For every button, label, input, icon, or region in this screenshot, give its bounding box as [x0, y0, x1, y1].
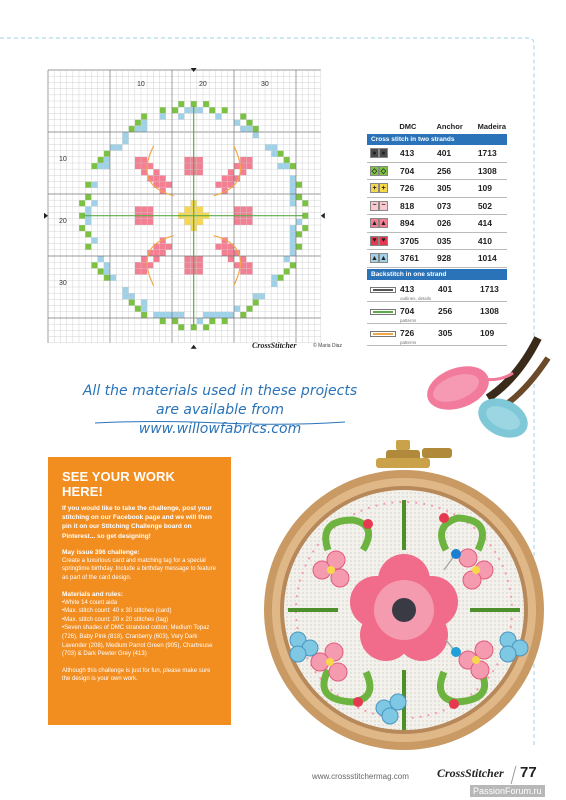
anchor-code: 256 — [436, 165, 452, 176]
backstitch-codes — [400, 306, 510, 316]
chart-stitch-cell — [141, 163, 147, 169]
chart-stitch-cell — [253, 293, 259, 299]
cross-stitch-rows — [367, 145, 507, 268]
chart-stitch-cell — [228, 169, 234, 175]
thread-key-table — [367, 117, 507, 346]
chart-stitch-cell — [172, 318, 178, 324]
chart-stitch-cell — [277, 151, 283, 157]
chart-stitch-cell — [222, 312, 228, 318]
madeira-code: 1308 — [477, 165, 497, 176]
chart-stitch-cell — [135, 262, 141, 268]
madeira-code: 1713 — [480, 283, 499, 294]
key-header-madeira: Madeira — [477, 122, 506, 131]
chart-stitch-cell — [222, 244, 228, 250]
chart-stitch-cell — [184, 107, 190, 113]
chart-stitch-cell — [246, 120, 252, 126]
chart-stitch-cell — [197, 262, 203, 268]
chart-stitch-cell — [141, 126, 147, 132]
chart-stitch-cell — [240, 262, 246, 268]
chart-stitch-cell — [147, 219, 153, 225]
chart-stitch-cell — [79, 200, 85, 206]
chart-stitch-cell — [104, 163, 110, 169]
chart-stitch-cell — [197, 163, 203, 169]
anchor-code: 401 — [438, 283, 453, 294]
backstitch-line-swatch — [370, 331, 396, 337]
chart-stitch-cell — [141, 113, 147, 119]
chart-stitch-cell — [215, 312, 221, 318]
backstitch-line-swatch — [370, 287, 396, 293]
dmc-code: 726 — [400, 327, 415, 338]
symbol-cell: ▲ — [380, 219, 387, 227]
footer-divider — [511, 766, 517, 784]
chart-stitch-cell — [141, 268, 147, 274]
symbol-cell: ▲ — [371, 254, 378, 262]
chart-stitch-cell — [203, 312, 209, 318]
madeira-code: 410 — [477, 235, 493, 246]
chart-stitch-cell — [160, 250, 166, 256]
chart-stitch-cell — [98, 163, 104, 169]
chart-stitch-cell — [222, 318, 228, 324]
chart-stitch-cell — [141, 312, 147, 318]
chart-stitch-cell — [197, 107, 203, 113]
chart-stitch-cell — [246, 157, 252, 163]
chart-stitch-cell — [141, 306, 147, 312]
chart-stitch-cell — [91, 262, 97, 268]
chart-stitch-cell — [284, 163, 290, 169]
chart-stitch-cell — [141, 262, 147, 268]
chart-stitch-cell — [197, 268, 203, 274]
chart-stitch-cell — [129, 126, 135, 132]
chart-stitch-cell — [160, 244, 166, 250]
anchor-code: 305 — [436, 183, 452, 194]
symbol-cell: ● — [379, 148, 388, 158]
chart-stitch-cell — [290, 262, 296, 268]
chart-stitch-cell — [271, 151, 277, 157]
cross-stitch-row — [367, 180, 507, 198]
chart-stitch-cell — [147, 206, 153, 212]
symbol-cell: ▲ — [371, 219, 378, 227]
chart-stitch-cell — [296, 182, 302, 188]
axis-top-20: 20 — [199, 81, 207, 88]
chart-stitch-cell — [240, 219, 246, 225]
chart-stitch-cell — [197, 206, 203, 212]
chart-stitch-cell — [209, 312, 215, 318]
chart-stitch-cell — [203, 101, 209, 107]
materials-note — [75, 382, 365, 439]
madeira-code: 109 — [480, 327, 495, 338]
chart-stitch-cell — [246, 268, 252, 274]
challenge-title: SEE YOUR WORK HERE! — [62, 469, 176, 499]
chart-stitch-cell — [122, 132, 128, 138]
chart-centre-arrow — [321, 213, 325, 219]
chart-stitch-cell — [85, 231, 91, 237]
chart-stitch-cell — [135, 268, 141, 274]
stitch-symbol — [370, 218, 388, 228]
chart-stitch-cell — [302, 200, 308, 206]
challenge-issue-title: May issue 396 challenge: — [62, 548, 140, 556]
chart-stitch-cell — [147, 163, 153, 169]
axis-top-30: 30 — [261, 81, 269, 88]
chart-stitch-cell — [129, 293, 135, 299]
anchor-code: 256 — [438, 305, 453, 316]
stitch-symbol — [370, 148, 388, 158]
chart-stitch-cell — [135, 157, 141, 163]
cross-stitch-row — [367, 145, 507, 163]
chart-centre-arrow — [44, 213, 48, 219]
chart-stitch-cell — [228, 312, 234, 318]
materials-item: • Max. stitch count: 20 x 20 stitches (tag) — [62, 616, 219, 625]
chart-stitch-cell — [197, 256, 203, 262]
symbol-cell: + — [379, 183, 388, 193]
chart-brand-logo: CrossStitcher — [252, 341, 297, 350]
materials-note-line2: are available from www.willowfabrics.com — [138, 402, 302, 437]
materials-item: • White 14 count aida — [62, 599, 219, 608]
chart-stitch-cell — [153, 169, 159, 175]
chart-centre-arrow — [191, 345, 197, 349]
chart-stitch-cell — [222, 175, 228, 181]
chart-stitch-cell — [197, 318, 203, 324]
chart-stitch-cell — [246, 163, 252, 169]
axis-left-20: 20 — [59, 218, 67, 225]
chart-stitch-cell — [141, 299, 147, 305]
chart-stitch-cell — [240, 163, 246, 169]
chart-stitch-cell — [277, 275, 283, 281]
chart-stitch-cell — [284, 256, 290, 262]
chart-stitch-cell — [135, 163, 141, 169]
chart-stitch-cell — [91, 182, 97, 188]
chart-stitch-cell — [290, 237, 296, 243]
chart-stitch-cell — [147, 262, 153, 268]
chart-stitch-cell — [253, 299, 259, 305]
chart-stitch-cell — [135, 126, 141, 132]
chart-stitch-cell — [234, 120, 240, 126]
cross-stitch-chart — [44, 62, 360, 354]
embroidery-hoop-image — [258, 440, 566, 760]
chart-stitch-cell — [135, 306, 141, 312]
anchor-code: 026 — [436, 218, 452, 229]
chart-stitch-cell — [296, 194, 302, 200]
chart-stitch-cell — [135, 206, 141, 212]
anchor-code: 928 — [436, 253, 452, 264]
stitch-symbol — [370, 166, 388, 176]
madeira-code: 1713 — [477, 148, 497, 159]
chart-stitch-cell — [116, 144, 122, 150]
chart-stitch-cell — [141, 206, 147, 212]
challenge-box — [48, 457, 231, 725]
madeira-code: 1308 — [480, 305, 499, 316]
chart-stitch-cell — [160, 312, 166, 318]
madeira-code: 109 — [477, 183, 493, 194]
chart-stitch-cell — [184, 262, 190, 268]
dmc-code: 704 — [400, 165, 415, 176]
chart-stitch-cell — [91, 237, 97, 243]
backstitch-codes — [400, 284, 510, 294]
chart-stitch-cell — [246, 126, 252, 132]
chart-stitch-cell — [79, 225, 85, 231]
chart-stitch-cell — [141, 169, 147, 175]
madeira-code: 414 — [477, 218, 493, 229]
chart-stitch-cell — [85, 219, 91, 225]
symbol-cell: ~ — [370, 201, 379, 211]
chart-stitch-cell — [215, 244, 221, 250]
chart-stitch-cell — [228, 175, 234, 181]
chart-stitch-cell — [85, 194, 91, 200]
chart-stitch-cell — [228, 250, 234, 256]
chart-stitch-cell — [240, 157, 246, 163]
challenge-intro: If you would like to take the challenge, post your stitching on our Facebook page and we will then pin it on our Stitching Challenge board on Pinterest... so get designing! — [62, 505, 212, 540]
chart-stitch-cell — [222, 182, 228, 188]
chart-stitch-cell — [160, 182, 166, 188]
chart-stitch-cell — [197, 219, 203, 225]
chart-stitch-cell — [234, 163, 240, 169]
chart-stitch-cell — [240, 113, 246, 119]
chart-stitch-cell — [129, 299, 135, 305]
key-section-cross-stitch: Cross stitch in two strands — [367, 134, 507, 145]
challenge-materials-list — [62, 599, 219, 659]
chart-stitch-cell — [141, 120, 147, 126]
challenge-materials-title: Materials and rules: — [62, 590, 124, 598]
chart-stitch-cell — [85, 206, 91, 212]
backstitch-row — [367, 280, 507, 302]
dmc-code: 818 — [400, 200, 415, 211]
chart-stitch-cell — [160, 318, 166, 324]
chart-stitch-cell — [160, 175, 166, 181]
symbol-cell: ◇ — [380, 167, 387, 175]
chart-stitch-cell — [215, 113, 221, 119]
chart-designer-credit: © Maria Diaz — [313, 343, 342, 349]
chart-stitch-cell — [110, 275, 116, 281]
chart-stitch-cell — [296, 219, 302, 225]
symbol-cell: ~ — [379, 201, 388, 211]
chart-stitch-cell — [110, 144, 116, 150]
stitch-symbol — [370, 183, 388, 193]
chart-stitch-cell — [259, 293, 265, 299]
backstitch-note: outlines, details — [400, 295, 432, 301]
dmc-code: 413 — [400, 148, 415, 159]
chart-stitch-cell — [160, 113, 166, 119]
anchor-code: 073 — [436, 200, 452, 211]
chart-stitch-cell — [178, 101, 184, 107]
chart-stitch-cell — [296, 231, 302, 237]
chart-stitch-cell — [172, 312, 178, 318]
chart-stitch-cell — [98, 256, 104, 262]
key-header-dmc: DMC — [399, 122, 417, 131]
chart-stitch-cell — [222, 107, 228, 113]
chart-stitch-cell — [98, 268, 104, 274]
backstitch-line-swatch — [370, 309, 396, 315]
backstitch-note: patterns — [400, 339, 417, 345]
chart-stitch-cell — [290, 182, 296, 188]
chart-stitch-cell — [265, 144, 271, 150]
chart-stitch-cell — [141, 256, 147, 262]
chart-stitch-cell — [122, 293, 128, 299]
key-header — [367, 117, 507, 131]
dmc-code: 413 — [400, 283, 415, 294]
chart-stitch-cell — [234, 306, 240, 312]
chart-stitch-cell — [104, 275, 110, 281]
chart-stitch-cell — [246, 219, 252, 225]
chart-stitch-cell — [166, 244, 172, 250]
chart-stitch-cell — [253, 126, 259, 132]
chart-stitch-cell — [85, 182, 91, 188]
chart-stitch-cell — [178, 324, 184, 330]
chart-stitch-cell — [240, 312, 246, 318]
chart-stitch-cell — [290, 188, 296, 194]
thread-skeins-image — [418, 318, 566, 458]
chart-stitch-cell — [104, 268, 110, 274]
chart-stitch-cell — [166, 182, 172, 188]
axis-top-10: 10 — [137, 81, 145, 88]
chart-stitch-cell — [277, 163, 283, 169]
chart-stitch-cell — [240, 126, 246, 132]
chart-stitch-cell — [290, 244, 296, 250]
axis-left-10: 10 — [59, 156, 67, 163]
chart-stitch-cell — [184, 219, 190, 225]
chart-stitch-cell — [153, 256, 159, 262]
chart-stitch-cell — [172, 107, 178, 113]
chart-stitch-cell — [141, 219, 147, 225]
chart-stitch-cell — [197, 169, 203, 175]
chart-stitch-cell — [184, 163, 190, 169]
chart-stitch-cell — [240, 206, 246, 212]
chart-stitch-cell — [209, 318, 215, 324]
cross-stitch-row — [367, 198, 507, 216]
key-section-backstitch: Backstitch in one strand — [367, 269, 507, 280]
cross-stitch-row — [367, 215, 507, 233]
chart-stitch-cell — [197, 157, 203, 163]
symbol-cell: ▲ — [380, 254, 387, 262]
madeira-code: 1014 — [477, 253, 497, 264]
chart-stitch-cell — [246, 306, 252, 312]
page-number: 77 — [520, 764, 537, 781]
chart-stitch-cell — [153, 312, 159, 318]
anchor-code: 035 — [436, 235, 452, 246]
chart-stitch-cell — [209, 107, 215, 113]
chart-stitch-cell — [215, 182, 221, 188]
chart-stitch-cell — [296, 244, 302, 250]
chart-stitch-cell — [222, 250, 228, 256]
chart-stitch-cell — [290, 194, 296, 200]
chart-stitch-cell — [104, 262, 110, 268]
chart-stitch-cell — [290, 175, 296, 181]
chart-stitch-cell — [104, 157, 110, 163]
chart-stitch-cell — [246, 206, 252, 212]
chart-stitch-cell — [135, 219, 141, 225]
axis-left-30: 30 — [59, 280, 67, 287]
dmc-code: 726 — [400, 183, 415, 194]
stitch-symbol — [370, 201, 388, 211]
footer-brand-logo: CrossStitcher — [437, 766, 504, 780]
chart-stitch-cell — [135, 120, 141, 126]
anchor-code: 305 — [438, 327, 453, 338]
chart-stitch-cell — [246, 262, 252, 268]
chart-stitch-cell — [184, 169, 190, 175]
chart-stitch-cell — [85, 244, 91, 250]
anchor-code: 401 — [436, 148, 452, 159]
chart-stitch-cell — [290, 250, 296, 256]
symbol-cell: ♥ — [370, 236, 379, 246]
symbol-cell: ● — [370, 148, 379, 158]
chart-stitch-cell — [240, 169, 246, 175]
stitch-symbol — [370, 236, 388, 246]
chart-stitch-cell — [141, 157, 147, 163]
symbol-cell: + — [370, 183, 379, 193]
chart-stitch-cell — [122, 138, 128, 144]
chart-stitch-cell — [290, 231, 296, 237]
materials-item: • Seven shades of DMC stranded cotton; Medium Topaz (726), Baby Pink (818), Cranberry (603), Very Dark Lavender (208), Medium Parrot Green (905), Chartreuse (703) & Dark Pewter Grey (413) — [62, 624, 219, 658]
chart-stitch-cell — [290, 225, 296, 231]
underline-decoration — [95, 420, 345, 426]
watermark: PassionForum.ru — [470, 785, 545, 797]
chart-stitch-cell — [234, 206, 240, 212]
chart-stitch-cell — [234, 262, 240, 268]
chart-stitch-cell — [203, 324, 209, 330]
chart-stitch-cell — [178, 113, 184, 119]
dmc-code: 3705 — [400, 235, 419, 246]
challenge-footer-note: Although this challenge is just for fun, please make sure the design is your own work. — [62, 667, 211, 683]
dmc-code: 894 — [400, 218, 415, 229]
chart-stitch-cell — [228, 256, 234, 262]
chart-stitch-cell — [284, 157, 290, 163]
chart-stitch-cell — [290, 200, 296, 206]
chart-stitch-cell — [184, 268, 190, 274]
stitch-symbol — [370, 253, 388, 263]
chart-stitch-cell — [302, 225, 308, 231]
chart-stitch-cell — [91, 163, 97, 169]
chart-stitch-cell — [178, 312, 184, 318]
chart-stitch-cell — [253, 132, 259, 138]
materials-note-line1: All the materials used in these projects — [82, 383, 358, 399]
chart-stitch-cell — [153, 175, 159, 181]
challenge-issue-body: Create a luxurious card and matching tag for a special springtime birthday. Include a birthday message to feature as part of the card design. — [62, 557, 216, 581]
chart-stitch-cell — [271, 281, 277, 287]
chart-stitch-cell — [160, 107, 166, 113]
chart-stitch-cell — [240, 256, 246, 262]
key-header-anchor: Anchor — [436, 122, 463, 131]
chart-stitch-cell — [184, 206, 190, 212]
chart-stitch-cell — [184, 157, 190, 163]
chart-stitch-cell — [271, 275, 277, 281]
footer-website[interactable]: www.crossstitchermag.com — [312, 772, 409, 781]
dmc-code: 3761 — [400, 253, 419, 264]
backstitch-note: patterns — [400, 317, 417, 323]
materials-item: • Max. stitch count: 40 x 30 stitches (card) — [62, 607, 219, 616]
chart-stitch-cell — [98, 157, 104, 163]
madeira-code: 502 — [477, 200, 493, 211]
chart-stitch-cell — [234, 219, 240, 225]
cross-stitch-row — [367, 233, 507, 251]
chart-stitch-cell — [240, 268, 246, 274]
cross-stitch-row — [367, 250, 507, 268]
chart-stitch-cell — [104, 151, 110, 157]
chart-stitch-cell — [91, 200, 97, 206]
chart-stitch-cell — [153, 250, 159, 256]
symbol-cell: ♥ — [379, 236, 388, 246]
chart-stitch-cell — [122, 287, 128, 293]
chart-stitch-cell — [166, 312, 172, 318]
chart-stitch-cell — [271, 144, 277, 150]
chart-stitch-cell — [284, 268, 290, 274]
dmc-code: 704 — [400, 305, 415, 316]
chart-stitch-cell — [290, 163, 296, 169]
chart-stitch-cell — [184, 256, 190, 262]
chart-backstitch-green — [84, 106, 304, 326]
cross-stitch-row — [367, 163, 507, 181]
symbol-cell: ◇ — [371, 167, 378, 175]
